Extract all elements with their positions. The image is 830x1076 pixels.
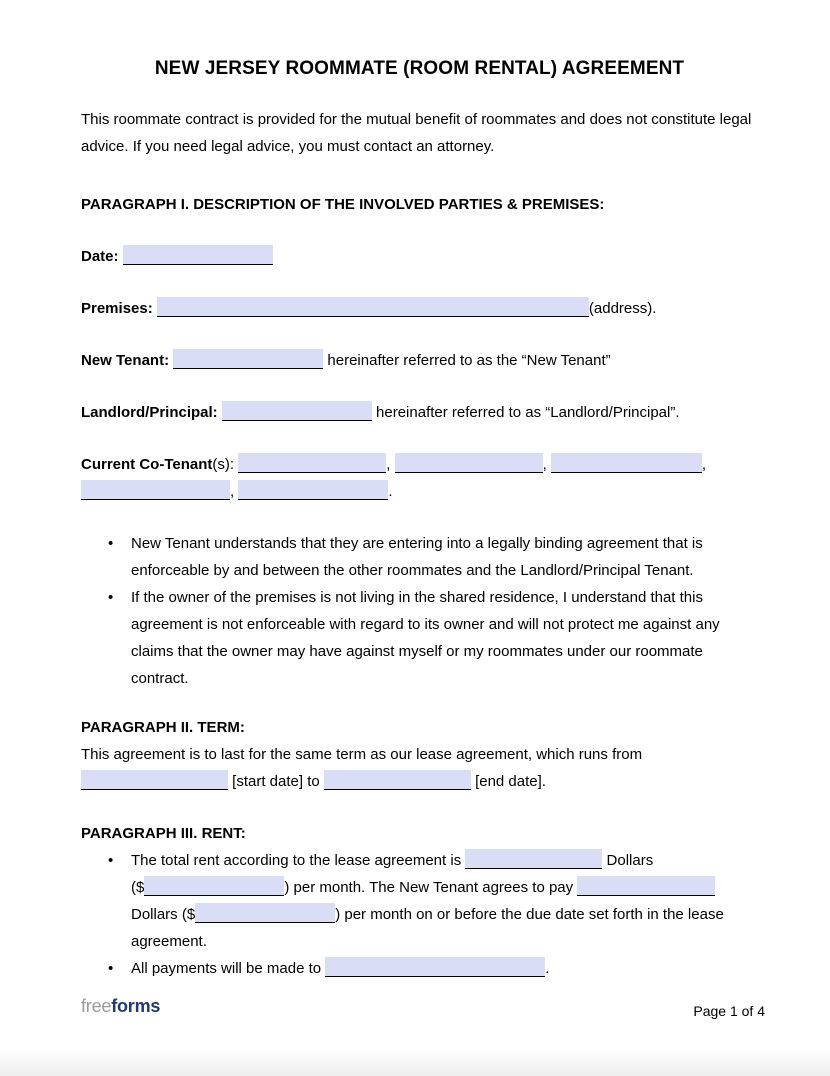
date-label: Date: — [81, 248, 119, 265]
rent-open-paren-2: ($ — [181, 906, 196, 923]
logo-forms-text: forms — [111, 996, 161, 1016]
payments-text: All payments will be made to — [131, 960, 322, 977]
section2-heading: PARAGRAPH II. TERM: — [81, 719, 245, 736]
rent-text-5: per month on or before the due date set forth in the lease agreement. — [131, 906, 724, 950]
tenant-rent-words-field[interactable] — [577, 876, 715, 896]
section3-bullet-list — [81, 847, 758, 982]
premises-row — [81, 295, 758, 322]
freeforms-logo — [81, 995, 160, 1017]
new-tenant-label: New Tenant: — [81, 352, 170, 369]
premises-suffix: (address). — [588, 300, 657, 317]
logo-free-text: free — [81, 996, 112, 1016]
landlord-suffix: hereinafter referred to as “Landlord/Principal”. — [376, 404, 680, 421]
rent-close-paren-2: ) — [335, 906, 341, 923]
rent-open-paren-1: ($ — [131, 879, 145, 896]
landlord-label: Landlord/Principal: — [81, 404, 218, 421]
co-tenant-field-5[interactable] — [238, 480, 388, 500]
intro-paragraph: This roommate contract is provided for the mutual benefit of roommates and does not constitute legal advice. If you need legal advice, you must contact an attorney. — [81, 111, 752, 155]
page-indicator: Page 1 of 4 — [693, 1003, 765, 1019]
new-tenant-suffix: hereinafter referred to as the “New Tenant” — [327, 352, 611, 369]
agreement-bullet — [81, 530, 758, 584]
co-tenant-separator-3: , — [701, 456, 707, 473]
rent-text-3: per month. The New Tenant agrees to pay — [293, 879, 574, 896]
term-end-date-field[interactable] — [324, 770, 471, 790]
landlord-row — [81, 399, 758, 426]
rent-close-paren-1: ) — [284, 879, 290, 896]
co-tenants-label-suffix: (s): — [212, 456, 235, 473]
section1-heading: PARAGRAPH I. DESCRIPTION OF THE INVOLVED PARTIES & PREMISES: — [81, 196, 605, 213]
co-tenant-separator-4: , — [230, 483, 235, 500]
payments-period: . — [545, 960, 550, 977]
landlord-field[interactable] — [222, 401, 372, 421]
co-tenants-row — [81, 451, 758, 505]
co-tenant-field-3[interactable] — [551, 453, 702, 473]
term-text: This agreement is to last for the same term as our lease agreement, which runs from — [81, 746, 643, 763]
co-tenant-field-1[interactable] — [238, 453, 386, 473]
co-tenant-separator-5: . — [388, 483, 393, 500]
premises-label: Premises: — [81, 300, 153, 317]
term-between-text: [start date] to — [232, 773, 320, 790]
new-tenant-field[interactable] — [173, 349, 323, 369]
term-after-text: [end date]. — [475, 773, 546, 790]
bullet-text: If the owner of the premises is not living in the shared residence, I understand that this agreement is not enforceable with regard to its owner and will not protect me against any claims that the owner may have against myself or my roommates under our roommate contract. — [131, 589, 720, 687]
co-tenant-field-4[interactable] — [81, 480, 230, 500]
section3-heading: PARAGRAPH III. RENT: — [81, 825, 246, 842]
co-tenants-label: Current Co-Tenant — [81, 456, 213, 473]
date-row — [81, 243, 758, 270]
payments-bullet — [81, 955, 758, 982]
co-tenant-field-2[interactable] — [395, 453, 543, 473]
section1-bullet-list — [81, 530, 758, 692]
rent-text-4: Dollars — [131, 906, 178, 923]
co-tenant-separator-1: , — [386, 456, 391, 473]
date-field[interactable] — [123, 245, 273, 265]
document-title: NEW JERSEY ROOMMATE (ROOM RENTAL) AGREEMENT — [154, 58, 685, 79]
term-start-date-field[interactable] — [81, 770, 228, 790]
premises-field[interactable] — [157, 297, 589, 317]
term-paragraph — [81, 741, 758, 795]
bullet-text: New Tenant understands that they are entering into a legally binding agreement that is enforceable by and between the other roommates and the Landlord/Principal Tenant. — [131, 535, 703, 579]
rent-text-2: Dollars — [606, 852, 654, 869]
tenant-rent-amount-field[interactable] — [195, 903, 335, 923]
rent-bullet — [81, 847, 758, 955]
total-rent-words-field[interactable] — [465, 849, 602, 869]
payee-field[interactable] — [325, 957, 545, 977]
co-tenant-separator-2: , — [542, 456, 547, 473]
total-rent-amount-field[interactable] — [144, 876, 284, 896]
new-tenant-row — [81, 347, 758, 374]
rent-text-1: The total rent according to the lease agreement is — [131, 852, 462, 869]
agreement-bullet — [81, 584, 758, 692]
